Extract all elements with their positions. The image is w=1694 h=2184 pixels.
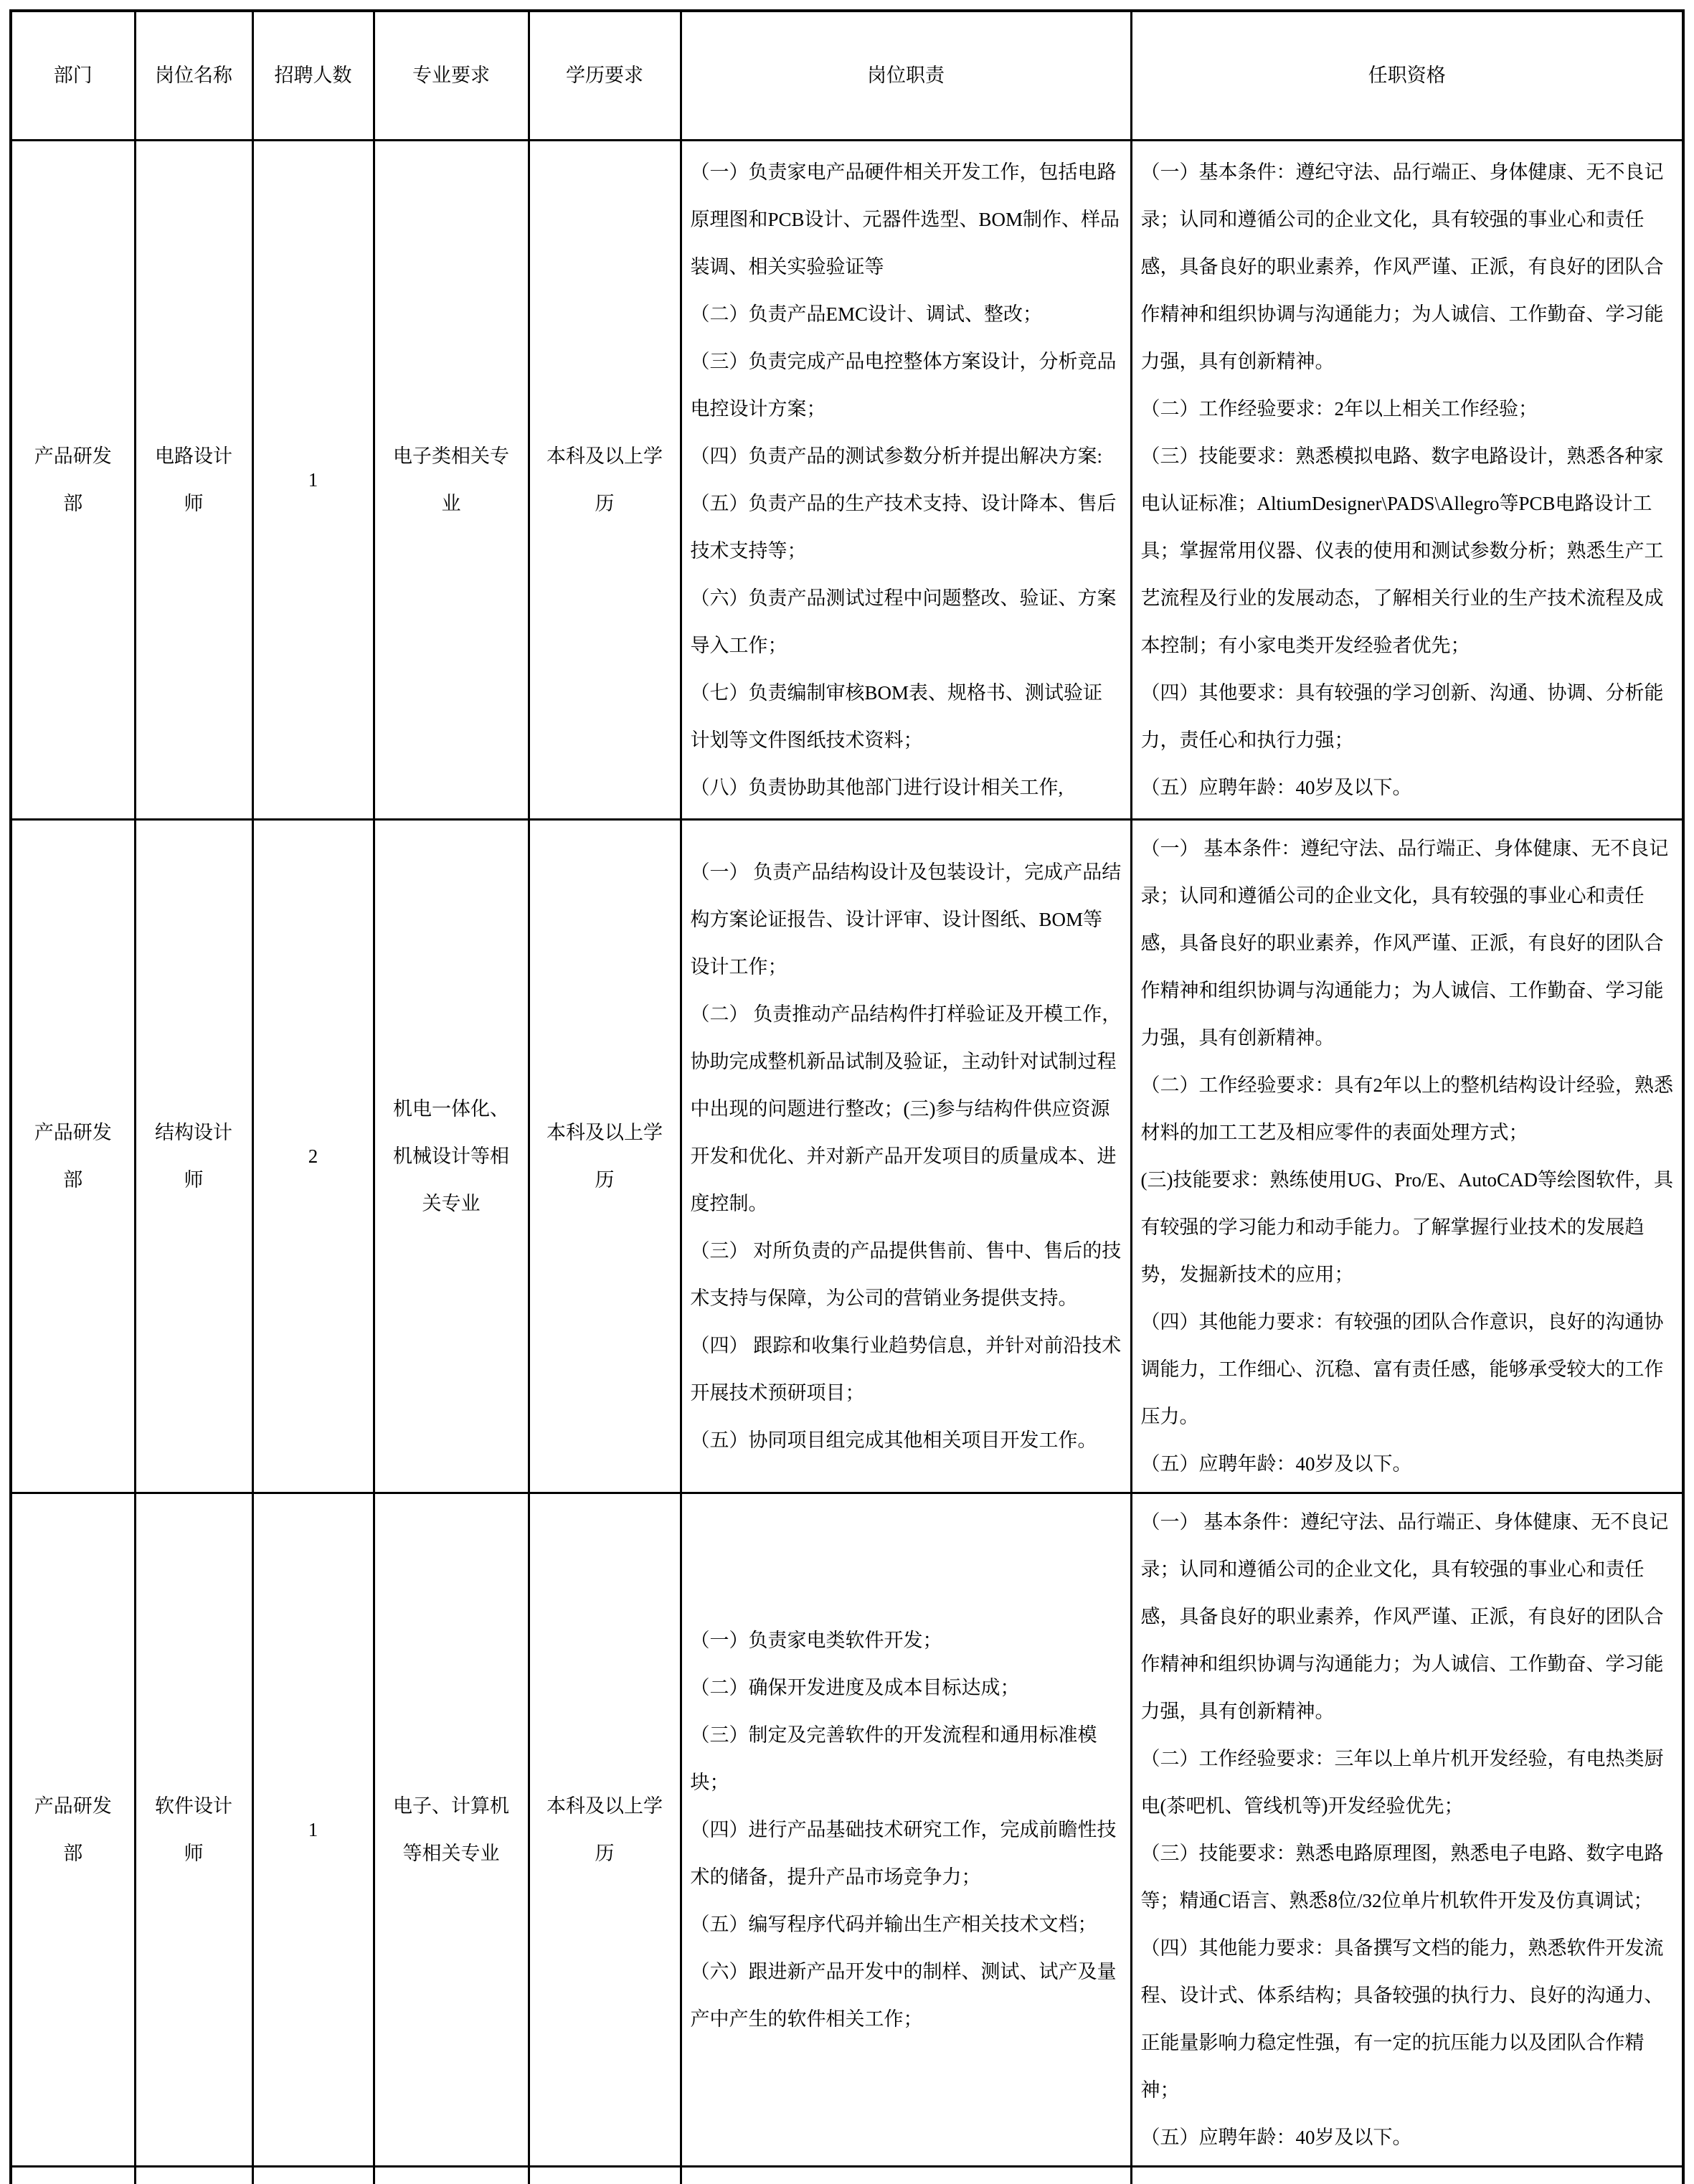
education-cell: 本科及以上学历 [529,140,681,819]
spacer-cell [11,2166,135,2184]
duty-item: （二） 负责推动产品结构件打样验证及开模工作，协助完成整机新品试制及验证，主动针对试制过程中出现的问题进行整改；(三)参与结构件供应资源开发和优化、并对新产品开发项目的质量成本、进度控制。 [690,1003,1122,1214]
education-cell: 本科及以上学历 [529,1493,681,2166]
duty-item: （六）负责产品测试过程中问题整改、验证、方案导入工作； [690,587,1117,656]
header-cell: 岗位名称 [135,11,252,140]
department-cell: 产品研发部 [11,1493,135,2166]
duty-item: （四） 跟踪和收集行业趋势信息，并针对前沿技术开展技术预研项目； [690,1334,1122,1404]
spacer-cell [1131,2166,1683,2184]
duties-cell [681,819,1131,1493]
qualification-item: (三)技能要求：熟练使用UG、Pro/E、AutoCAD等绘图软件，具有较强的学习能力和动手能力。了解掌握行业技术的发展趋势，发掘新技术的应用； [1140,1168,1673,1285]
qualifications-cell [1131,140,1683,819]
qualification-item: （一） 基本条件：遵纪守法、品行端正、身体健康、无不良记录；认同和遵循公司的企业文化，具有较强的事业心和责任感，具备良好的职业素养，作风严谨、正派，有良好的团队合作精神和组织协调与沟通能力；为人诚信、工作勤奋、学习能力强，具有创新精神。 [1140,1511,1669,1722]
position-cell: 电路设计师 [135,140,252,819]
qualification-item: （五）应聘年龄：40岁及以下。 [1140,2126,1412,2148]
education-cell: 本科及以上学历 [529,819,681,1493]
position-cell: 软件设计师 [135,1493,252,2166]
spacer-cell [681,2166,1131,2184]
qualification-item: （三）技能要求：熟悉电路原理图，熟悉电子电路、数字电路等；精通C语言、熟悉8位/32位单片机软件开发及仿真调试； [1140,1842,1664,1911]
spacer-cell [252,2166,374,2184]
duty-item: （二）负责产品EMC设计、调试、整改； [690,303,1043,325]
duty-item: （八）负责协助其他部门进行设计相关工作, [690,776,1064,798]
duty-item: （七）负责编制审核BOM表、规格书、测试验证计划等文件图纸技术资料； [690,681,1103,751]
headcount-cell: 1 [252,140,374,819]
duty-item: （一）负责家电产品硬件相关开发工作，包括电路原理图和PCB设计、元器件选型、BOM制作、样品装调、相关实验验证等 [690,161,1120,278]
duty-item: （五）负责产品的生产技术支持、设计降本、售后技术支持等； [690,492,1117,562]
qualifications-cell [1131,819,1683,1493]
qualification-item: （一） 基本条件：遵纪守法、品行端正、身体健康、无不良记录；认同和遵循公司的企业文化，具有较强的事业心和责任感，具备良好的职业素养，作风严谨、正派，有良好的团队合作精神和组织协调与沟通能力；为人诚信、工作勤奋、学习能力强，具有创新精神。 [1140,837,1669,1049]
header-cell: 任职资格 [1131,11,1683,140]
header-cell: 专业要求 [374,11,529,140]
duty-item: （四）进行产品基础技术研究工作，完成前瞻性技术的储备，提升产品市场竞争力； [690,1818,1117,1888]
header-row [11,11,1683,140]
spacer-cell [135,2166,252,2184]
table-row [11,819,1683,1493]
duties-cell [681,1493,1131,2166]
duty-item: （五）编写程序代码并输出生产相关技术文档； [690,1913,1097,1935]
qualifications-cell [1131,1493,1683,2166]
table-row [11,1493,1683,2166]
major-cell: 电子类相关专业 [374,140,529,819]
qualification-item: （五）应聘年龄：40岁及以下。 [1140,1452,1412,1475]
duty-item: （一） 负责产品结构设计及包装设计，完成产品结构方案论证报告、设计评审、设计图纸、BOM等设计工作； [690,861,1122,978]
header-cell: 岗位职责 [681,11,1131,140]
qualification-item: （二）工作经验要求：三年以上单片机开发经验，有电热类厨电(茶吧机、管线机等)开发经验优先； [1140,1747,1664,1817]
qualification-item: （二）工作经验要求：具有2年以上的整机结构设计经验，熟悉材料的加工工艺及相应零件的表面处理方式； [1140,1074,1673,1143]
duty-item: （二）确保开发进度及成本目标达成； [690,1676,1020,1698]
qualification-item: （四）其他要求：具有较强的学习创新、沟通、协调、分析能力，责任心和执行力强； [1140,681,1664,751]
duty-item: （三） 对所负责的产品提供售前、售中、售后的技术支持与保障，为公司的营销业务提供支持。 [690,1239,1122,1309]
qualification-item: （四）其他能力要求：具备撰写文档的能力，熟悉软件开发流程、设计式、体系结构；具备较强的执行力、良好的沟通力、正能量影响力稳定性强，有一定的抗压能力以及团队合作精神； [1140,1937,1664,2101]
headcount-cell: 2 [252,819,374,1493]
table-row [11,140,1683,819]
header-cell: 招聘人数 [252,11,374,140]
department-cell: 产品研发部 [11,819,135,1493]
position-cell: 结构设计师 [135,819,252,1493]
spacer-cell [529,2166,681,2184]
spacer-cell [374,2166,529,2184]
qualification-item: （五）应聘年龄：40岁及以下。 [1140,776,1412,798]
spacer-row [11,2166,1683,2184]
duty-item: （五）协同项目组完成其他相关项目开发工作。 [690,1429,1097,1451]
qualification-item: （二）工作经验要求：2年以上相关工作经验； [1140,397,1538,420]
recruitment-table [9,9,1685,2184]
qualification-item: （一）基本条件：遵纪守法、品行端正、身体健康、无不良记录；认同和遵循公司的企业文化，具有较强的事业心和责任感，具备良好的职业素养，作风严谨、正派，有良好的团队合作精神和组织协调与沟通能力；为人诚信、工作勤奋、学习能力强，具有创新精神。 [1140,161,1664,372]
duty-item: （四）负责产品的测试参数分析并提出解决方案: [690,445,1103,467]
department-cell: 产品研发部 [11,140,135,819]
duties-cell [681,140,1131,819]
header-cell: 学历要求 [529,11,681,140]
duty-item: （一）负责家电类软件开发； [690,1629,942,1651]
qualification-item: （三）技能要求：熟悉模拟电路、数字电路设计，熟悉各种家电认证标准；AltiumDesigner\PADS\Allegro等PCB电路设计工具；掌握常用仪器、仪表的使用和测试参数分析；熟悉生产工艺流程及行业的发展动态，了解相关行业的生产技术流程及成本控制；有小家电类开发经验者优先； [1140,445,1664,656]
major-cell: 电子、计算机等相关专业 [374,1493,529,2166]
duty-item: （三）负责完成产品电控整体方案设计，分析竞品电控设计方案； [690,350,1117,420]
qualification-item: （四）其他能力要求：有较强的团队合作意识，良好的沟通协调能力，工作细心、沉稳、富有责任感，能够承受较大的工作压力。 [1140,1310,1664,1427]
duty-item: （六）跟进新产品开发中的制样、测试、试产及量产中产生的软件相关工作； [690,1960,1117,2030]
duty-item: （三）制定及完善软件的开发流程和通用标准模块； [690,1724,1097,1793]
major-cell: 机电一体化、机械设计等相关专业 [374,819,529,1493]
headcount-cell: 1 [252,1493,374,2166]
header-cell: 部门 [11,11,135,140]
